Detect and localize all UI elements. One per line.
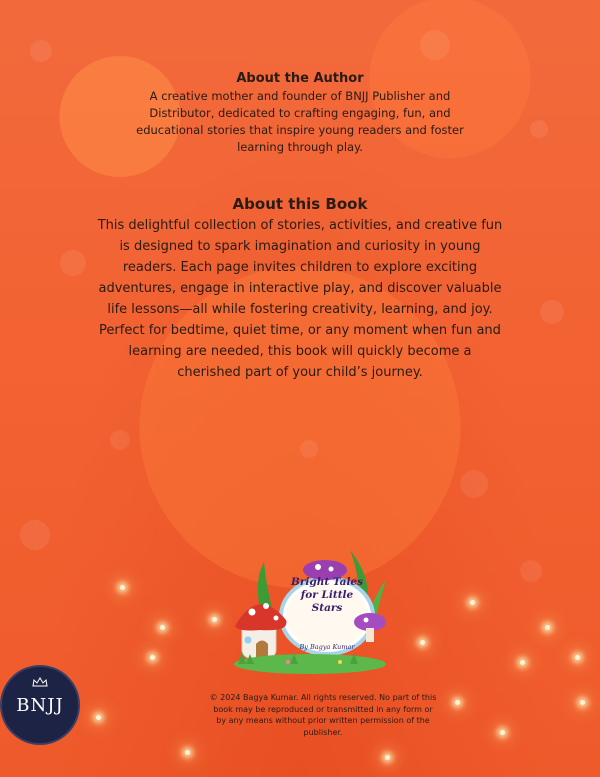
about-author-text [130,88,470,156]
about-book-line: adventures, engage in interactive play, and discover valuable [98,281,502,296]
about-author-line: A creative mother and founder of BNJJ Publisher and [149,89,451,103]
sparkle [420,640,425,645]
sparkle [520,660,525,665]
about-book-line: Perfect for bedtime, quiet time, or any moment when fun and [99,323,501,338]
sparkle [160,625,165,630]
logo-title-line: Stars [311,602,343,614]
about-author-heading: About the Author [236,71,364,86]
sparkle [580,700,585,705]
sparkle [500,730,505,735]
about-author-section [130,70,470,156]
sparkle [120,585,125,590]
copyright-line: book may be reproduced or transmitted in any form or [213,704,433,714]
sparkle [96,715,101,720]
about-book-line: readers. Each page invites children to explore exciting [122,260,478,275]
copyright-line: publisher. [303,727,343,737]
sparkle [470,600,475,605]
publisher-badge [0,665,80,745]
mushroom-house-logo [230,540,390,680]
sparkle [212,617,217,622]
copyright-notice [198,692,448,738]
sparkle [385,755,390,760]
logo-title [290,576,364,615]
sparkle [575,655,580,660]
copyright-line: by any means without prior written permission of the [216,716,430,725]
logo-byline: By Bagya Kumar [299,643,355,651]
about-book-line: cherished part of your child’s journey. [177,365,423,380]
sparkle [185,750,190,755]
about-book-heading: About this Book [232,195,368,213]
logo-title-line: Bright Tales [290,576,364,588]
about-book-line: life lessons—all while fostering creativity, learning, and joy. [107,302,493,317]
sparkle [455,700,460,705]
about-author-line: educational stories that inspire young readers and foster [136,123,464,137]
sparkle [150,655,155,660]
about-author-line: learning through play. [237,140,363,154]
logo-title-line: for Little [300,589,354,601]
about-book-line: learning are needed, this book will quickly become a [128,344,472,359]
publisher-badge-text: BNJJ [16,695,64,716]
about-book-section [90,193,510,383]
copyright-line: © 2024 Bagya Kumar. All rights reserved. No part of this [209,693,437,702]
about-book-line: This delightful collection of stories, activities, and creative fun [97,218,503,233]
sparkle [545,625,550,630]
about-author-line: Distributor, dedicated to crafting engaging, fun, and [149,106,451,120]
about-book-line: is designed to spark imagination and curiosity in young [119,239,481,254]
crown-icon [32,677,48,687]
about-book-text [90,215,510,383]
